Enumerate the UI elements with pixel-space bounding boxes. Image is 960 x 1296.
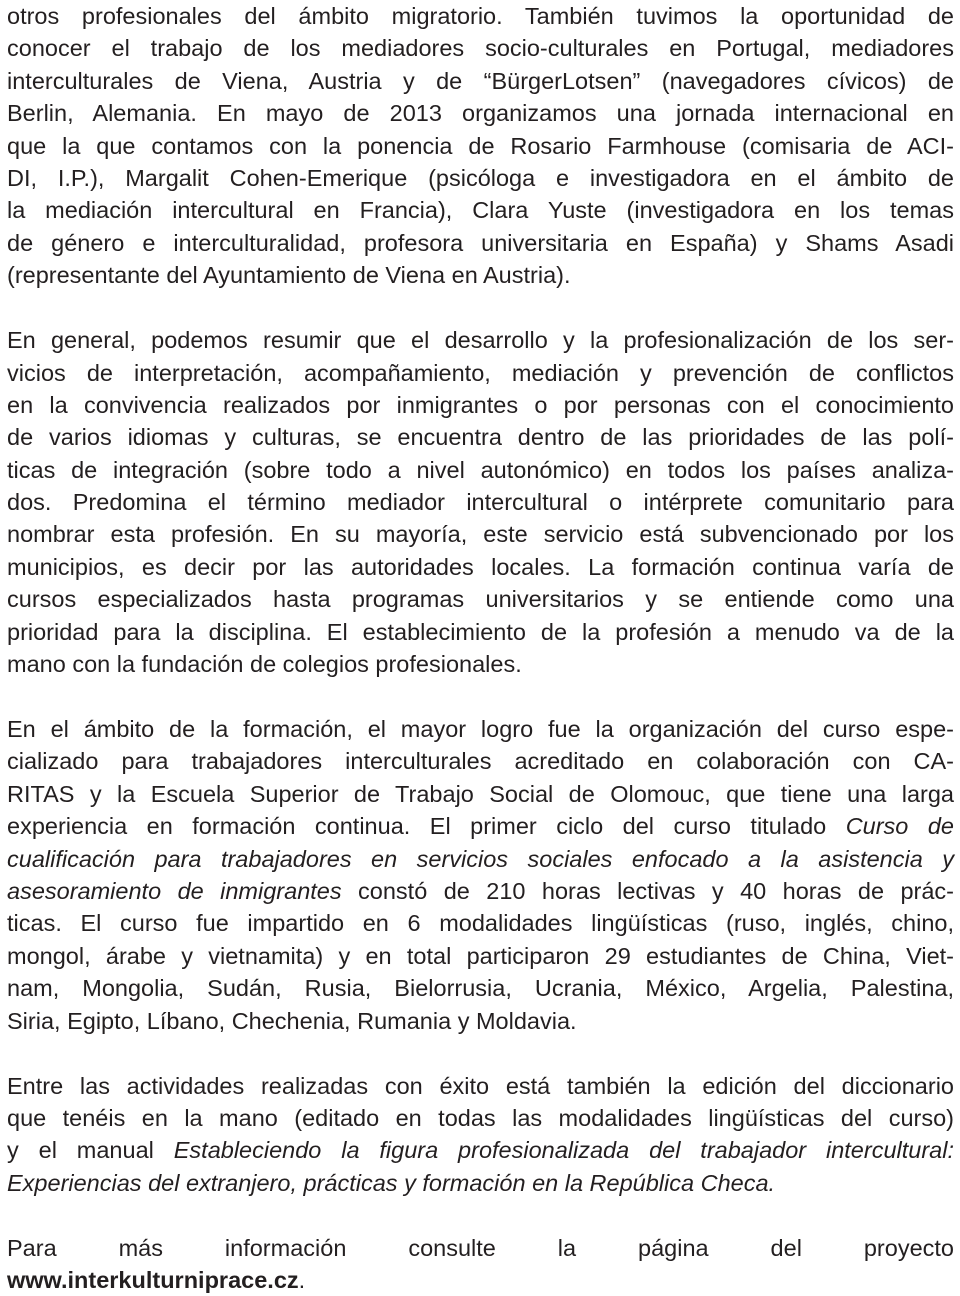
text-segment: nombrar esta profesión. En su mayoría, este servicio está subvencionado por los	[7, 521, 954, 548]
text-line	[7, 972, 954, 1004]
text-line	[7, 454, 954, 486]
text-line	[7, 551, 954, 583]
italic-text: Experiencias del extranjero, prácticas y formación en la República Checa.	[7, 1169, 776, 1196]
text-line	[7, 1134, 954, 1166]
paragraph	[7, 324, 954, 680]
text-line	[7, 1264, 954, 1296]
text-segment: cializado para trabajadores interculturales acreditado en colaboración con CA-	[7, 748, 954, 775]
text-segment: .	[298, 1267, 306, 1294]
text-segment: En general, podemos resumir que el desarrollo y la profesionalización de los ser-	[7, 327, 954, 354]
italic-text: Curso de	[845, 813, 954, 840]
text-segment: prioridad para la disciplina. El establecimiento de la profesión a menudo va de la	[7, 618, 954, 645]
text-segment: la mediación intercultural en Francia), Clara Yuste (investigadora en los temas	[7, 197, 954, 224]
text-segment: ticas. El curso fue impartido en 6 modalidades lingüísticas (ruso, inglés, chino,	[7, 910, 954, 937]
text-line	[7, 324, 954, 356]
text-line	[7, 843, 954, 875]
text-line	[7, 357, 954, 389]
italic-text: asesoramiento de inmigrantes	[7, 877, 342, 904]
text-segment: y el manual	[7, 1137, 174, 1164]
text-segment: en la convivencia realizados por inmigrantes o por personas con el conocimiento	[7, 391, 954, 418]
text-segment: interculturales de Viena, Austria y de “BürgerLotsen” (navegadores cívicos) de	[7, 67, 954, 94]
text-line	[7, 32, 954, 64]
text-line	[7, 745, 954, 777]
paragraph-gap	[7, 1199, 954, 1232]
text-line	[7, 389, 954, 421]
text-segment: mongol, árabe y vietnamita) y en total participaron 29 estudiantes de China, Viet-	[7, 942, 954, 969]
paragraph	[7, 1070, 954, 1200]
text-segment: (representante del Ayuntamiento de Viena en Austria).	[7, 262, 571, 289]
text-segment: cursos especializados hasta programas universitarios y se entiende como una	[7, 586, 954, 613]
text-segment: En el ámbito de la formación, el mayor logro fue la organización del curso espe-	[7, 716, 954, 742]
text-line	[7, 875, 954, 907]
text-line	[7, 97, 954, 129]
paragraph-gap	[7, 680, 954, 713]
text-line	[7, 227, 954, 259]
text-line	[7, 1070, 954, 1102]
text-segment: experiencia en formación continua. El primer ciclo del curso titulado	[7, 813, 846, 840]
text-line	[7, 1232, 954, 1264]
text-line	[7, 648, 954, 680]
italic-text: cualificación para trabajadores en servicios sociales enfocado a la asistencia y	[7, 845, 954, 872]
text-segment: constó de 210 horas lectivas y 40 horas de prác-	[341, 877, 954, 904]
text-segment: DI, I.P.), Margalit Cohen-Emerique (psicóloga e investigadora en el ámbito de	[7, 164, 954, 191]
text-segment: conocer el trabajo de los mediadores socio-culturales en Portugal, mediadores	[7, 35, 954, 62]
text-segment: Berlin, Alemania. En mayo de 2013 organizamos una jornada internacional en	[7, 100, 954, 127]
text-line	[7, 130, 954, 162]
bold-link-text: www.interkulturniprace.cz	[7, 1267, 299, 1294]
text-line	[7, 810, 954, 842]
text-segment: Siria, Egipto, Líbano, Chechenia, Rumania y Moldavia.	[7, 1007, 577, 1034]
text-segment: Entre las actividades realizadas con éxito está también la edición del diccionario	[7, 1072, 954, 1099]
text-line	[7, 65, 954, 97]
text-line	[7, 162, 954, 194]
text-segment: de varios idiomas y culturas, se encuentra dentro de las prioridades de las polí-	[7, 424, 954, 451]
text-line	[7, 1005, 954, 1037]
text-line	[7, 940, 954, 972]
text-segment: que la que contamos con la ponencia de Rosario Farmhouse (comisaria de ACI-	[7, 132, 954, 159]
paragraph	[7, 713, 954, 1037]
text-line	[7, 0, 954, 32]
text-segment: de género e interculturalidad, profesora universitaria en España) y Shams Asadi	[7, 229, 954, 256]
italic-text: Estableciendo la figura profesionalizada del trabajador intercultural:	[173, 1137, 954, 1164]
text-line	[7, 616, 954, 648]
text-line	[7, 259, 954, 291]
paragraph-gap	[7, 292, 954, 325]
text-line	[7, 713, 954, 745]
paragraph-gap	[7, 1037, 954, 1070]
paragraph	[7, 1232, 954, 1296]
text-line	[7, 421, 954, 453]
text-line	[7, 907, 954, 939]
text-line	[7, 486, 954, 518]
text-line	[7, 194, 954, 226]
text-line	[7, 583, 954, 615]
document-page	[7, 0, 954, 1296]
text-line	[7, 1167, 954, 1199]
text-segment: Para más información consulte la página del proyecto	[7, 1234, 954, 1261]
text-segment: municipios, es decir por las autoridades locales. La formación continua varía de	[7, 553, 954, 580]
text-segment: nam, Mongolia, Sudán, Rusia, Bielorrusia, Ucrania, México, Argelia, Palestina,	[7, 975, 954, 1002]
text-segment: ticas de integración (sobre todo a nivel autonómico) en todos los países analiza-	[7, 456, 954, 483]
text-line	[7, 518, 954, 550]
text-line	[7, 778, 954, 810]
text-line	[7, 1102, 954, 1134]
text-segment: que tenéis en la mano (editado en todas las modalidades lingüísticas del curso)	[7, 1104, 954, 1131]
text-segment: mano con la fundación de colegios profesionales.	[7, 651, 522, 678]
text-segment: otros profesionales del ámbito migratorio. También tuvimos la oportunidad de	[7, 3, 954, 29]
text-segment: vicios de interpretación, acompañamiento, mediación y prevención de conflictos	[7, 359, 954, 386]
text-segment: dos. Predomina el término mediador intercultural o intérprete comunitario para	[7, 489, 954, 516]
paragraph	[7, 0, 954, 292]
text-segment: RITAS y la Escuela Superior de Trabajo Social de Olomouc, que tiene una larga	[7, 780, 954, 807]
